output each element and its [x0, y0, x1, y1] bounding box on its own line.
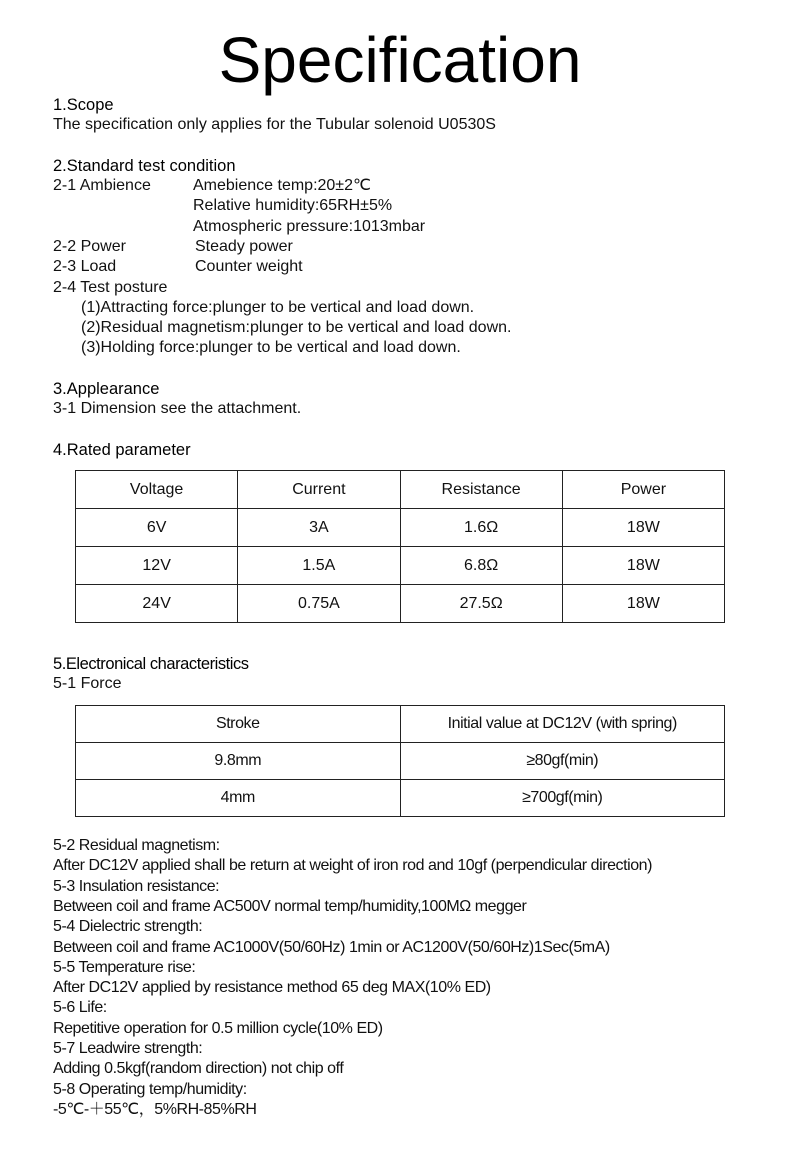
table-header-row [76, 471, 725, 509]
column-header: Current [238, 471, 400, 509]
table-cell: 6V [76, 509, 238, 547]
table-cell: 6.8Ω [400, 547, 562, 585]
posture-label: 2-4 Test posture [53, 279, 168, 296]
table-cell: 0.75A [238, 585, 400, 623]
table-cell: 18W [562, 585, 724, 623]
table-row [76, 509, 725, 547]
table-cell: 27.5Ω [400, 585, 562, 623]
electrical-heading: 5.Electronical characteristics [53, 655, 249, 673]
spec-line: Between coil and frame AC1000V(50/60Hz) 1min or AC1200V(50/60Hz)1Sec(5mA) [53, 939, 610, 956]
table-row [76, 743, 725, 780]
table-header-row [76, 706, 725, 743]
table-row [76, 585, 725, 623]
table-row [76, 780, 725, 817]
appearance-text: 3-1 Dimension see the attachment. [53, 400, 302, 417]
posture-item: (3)Holding force:plunger to be vertical and load down. [81, 339, 461, 356]
scope-text: The specification only applies for the Tubular solenoid U0530S [53, 116, 496, 133]
spec-line: 5-3 Insulation resistance: [53, 878, 220, 895]
force-table [75, 705, 725, 817]
posture-item: (2)Residual magnetism:plunger to be vertical and load down. [81, 319, 512, 336]
load-value: Counter weight [195, 258, 303, 275]
table-cell: 18W [562, 509, 724, 547]
appearance-heading: 3.Applearance [53, 380, 160, 398]
spec-line: 5-4 Dielectric strength: [53, 918, 203, 935]
column-header: Initial value at DC12V (with spring) [400, 706, 725, 743]
column-header: Resistance [400, 471, 562, 509]
spec-line: Repetitive operation for 0.5 million cycle(10% ED) [53, 1020, 383, 1037]
spec-line: 5-5 Temperature rise: [53, 959, 196, 976]
load-label: 2-3 Load [53, 258, 117, 275]
spec-line: 5-2 Residual magnetism: [53, 837, 220, 854]
force-label: 5-1 Force [53, 675, 122, 692]
table-cell: 1.6Ω [400, 509, 562, 547]
power-value: Steady power [195, 238, 293, 255]
ambience-humidity: Relative humidity:65RH±5% [193, 197, 393, 214]
ambience-pressure: Atmospheric pressure:1013mbar [193, 218, 426, 235]
table-cell: 3A [238, 509, 400, 547]
table-cell: ≥80gf(min) [400, 743, 725, 780]
spec-line: Between coil and frame AC500V normal temp/humidity,100MΩ megger [53, 898, 527, 915]
spec-line: 5-7 Leadwire strength: [53, 1040, 203, 1057]
table-cell: 18W [562, 547, 724, 585]
spec-line: After DC12V applied shall be return at weight of iron rod and 10gf (perpendicular direction) [53, 857, 652, 874]
spec-line: 5-6 Life: [53, 999, 107, 1016]
table-row [76, 547, 725, 585]
table-cell: 4mm [76, 780, 401, 817]
spec-line: -5℃-＋55℃，5%RH-85%RH [53, 1101, 257, 1118]
table-cell: 12V [76, 547, 238, 585]
table-cell: ≥700gf(min) [400, 780, 725, 817]
scope-heading: 1.Scope [53, 96, 114, 114]
table-cell: 1.5A [238, 547, 400, 585]
table-cell: 24V [76, 585, 238, 623]
rated-parameter-table [75, 470, 725, 623]
power-label: 2-2 Power [53, 238, 126, 255]
column-header: Stroke [76, 706, 401, 743]
table-cell: 9.8mm [76, 743, 401, 780]
ambience-temp: Amebience temp:20±2℃ [193, 177, 371, 194]
column-header: Power [562, 471, 724, 509]
spec-line: 5-8 Operating temp/humidity: [53, 1081, 247, 1098]
spec-line: After DC12V applied by resistance method 65 deg MAX(10% ED) [53, 979, 491, 996]
ambience-label: 2-1 Ambience [53, 177, 151, 194]
column-header: Voltage [76, 471, 238, 509]
rated-heading: 4.Rated parameter [53, 441, 191, 459]
spec-line: Adding 0.5kgf(random direction) not chip off [53, 1060, 344, 1077]
test-condition-heading: 2.Standard test condition [53, 157, 236, 175]
page-title: Specification [218, 24, 582, 96]
posture-item: (1)Attracting force:plunger to be vertical and load down. [81, 299, 475, 316]
